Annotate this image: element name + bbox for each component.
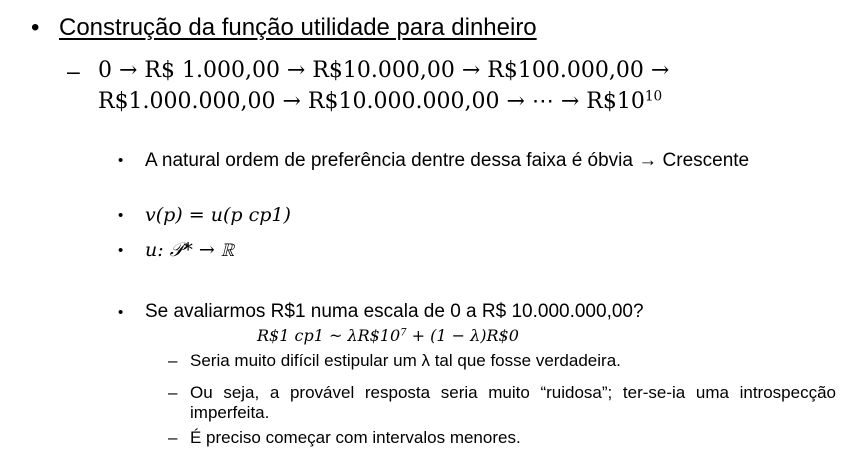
point-4-formula-exponent: 7	[400, 327, 407, 339]
subpoint-1-text: Seria muito difícil estipular um λ tal que fosse verdadeira.	[190, 351, 621, 370]
point-1-bullet: •	[118, 152, 124, 169]
sequence-line-2-text: R$1.000.000,00 → R$10.000.000,00 → ⋯ → R$10	[98, 89, 645, 114]
subpoint-2-dash: –	[168, 383, 178, 402]
point-4-formula-left: R$1 cp1 ~ λR$10	[257, 326, 401, 345]
sequence-dash: –	[67, 58, 80, 84]
point-3-bullet: •	[118, 242, 124, 259]
subpoint-2-text: Ou seja, a provável resposta seria muito “ruidosa”; ter-se-ia uma introspecção imperfeita.	[190, 383, 836, 422]
subpoint-3-dash: –	[168, 428, 178, 447]
point-4-text: Se avaliarmos R$1 numa escala de 0 a R$ 10.000.000,00?	[145, 301, 644, 322]
sequence-line-1: 0 → R$ 1.000,00 → R$10.000,00 → R$100.000,00 →	[98, 58, 670, 83]
point-1-text: A natural ordem de preferência dentre dessa faixa é óbvia → Crescente	[145, 150, 750, 171]
subpoint-1-dash: –	[168, 351, 178, 370]
point-4-formula	[257, 326, 519, 345]
slide-title: Construção da função utilidade para dinheiro	[59, 14, 537, 41]
sequence-line-2	[98, 89, 662, 114]
subpoint-3-text: É preciso começar com intervalos menores.	[190, 428, 521, 447]
title-bullet: •	[31, 14, 40, 41]
point-4-formula-right: + (1 − λ)R$0	[406, 326, 519, 345]
point-2-bullet: •	[118, 207, 124, 224]
point-3-formula: u: 𝒫* → ℝ	[145, 239, 235, 261]
sequence-exponent: 10	[644, 88, 663, 105]
point-2-formula: v(p) = u(p cp1)	[145, 204, 291, 226]
point-4-bullet: •	[118, 304, 124, 321]
